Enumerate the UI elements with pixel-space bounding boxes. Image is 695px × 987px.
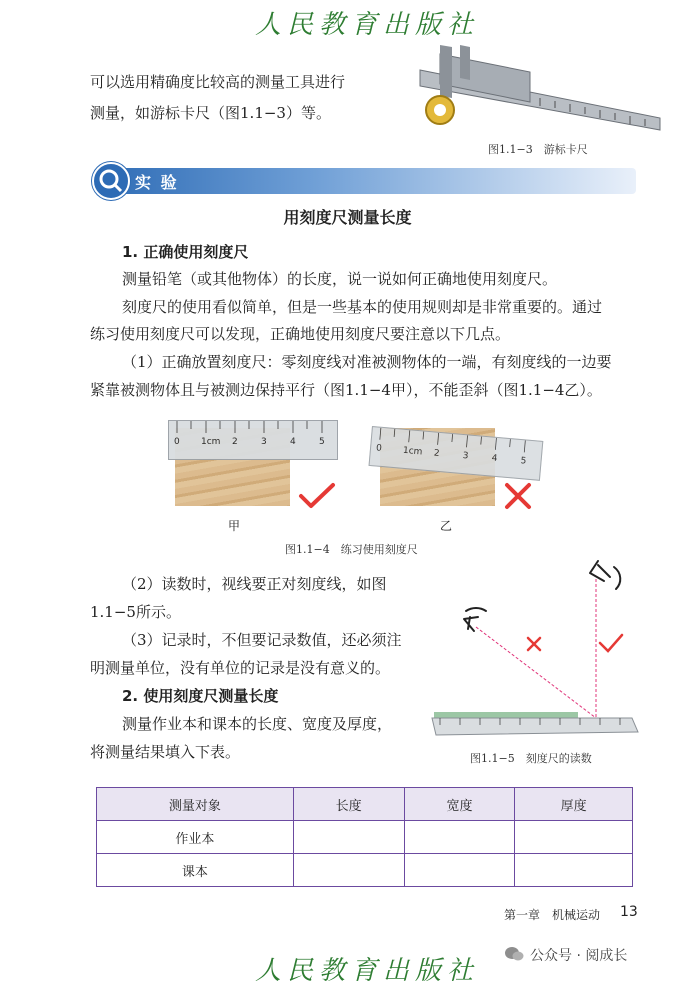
table-row bbox=[97, 854, 633, 887]
ruler-tick-4: 4 bbox=[491, 453, 498, 465]
check-icon bbox=[298, 482, 336, 510]
paragraph-2-line-2: 练习使用刻度尺可以发现，正确地使用刻度尺要注意以下几点。 bbox=[90, 325, 511, 343]
heading-measure-length: 2. 使用刻度尺测量长度 bbox=[122, 687, 279, 705]
ruler-tick-0: 0 bbox=[174, 437, 180, 447]
paragraph-4-line-2: 1.1−5所示。 bbox=[90, 603, 181, 621]
paragraph-6-line-1: 测量作业本和课本的长度、宽度及厚度， bbox=[122, 715, 393, 733]
table-cell-thickness[interactable] bbox=[515, 821, 633, 854]
table-row bbox=[97, 821, 633, 854]
watermark: 公众号 · 阅成长 bbox=[530, 948, 628, 964]
table-cell-width[interactable] bbox=[404, 854, 515, 887]
ruler-tick-5: 5 bbox=[319, 437, 325, 447]
ruler-tick-2: 2 bbox=[433, 448, 440, 459]
table-header-width: 宽度 bbox=[404, 788, 515, 821]
ruler-tick-0: 0 bbox=[375, 443, 383, 454]
ruler-tick-2: 2 bbox=[232, 437, 238, 447]
publisher-logo-top: 人民教育出版社 bbox=[255, 10, 480, 40]
wechat-icon bbox=[504, 946, 524, 962]
table-header-object: 测量对象 bbox=[97, 788, 294, 821]
paragraph-2-line-1: 刻度尺的使用看似简单，但是一些基本的使用规则却是非常重要的。通过 bbox=[122, 298, 603, 316]
paragraph-1: 测量铅笔（或其他物体）的长度，说一说如何正确地使用刻度尺。 bbox=[122, 270, 558, 288]
table-header-thickness: 厚度 bbox=[515, 788, 633, 821]
paragraph-6-line-2: 将测量结果填入下表。 bbox=[90, 743, 241, 761]
table-header-length: 长度 bbox=[293, 788, 404, 821]
vernier-caliper-image bbox=[410, 40, 665, 140]
heading-correct-use: 1. 正确使用刻度尺 bbox=[122, 243, 249, 261]
table-cell-object: 课本 bbox=[97, 854, 294, 887]
paragraph-3-line-2: 紧靠被测物体且与被测边保持平行（图1.1−4甲），不能歪斜（图1.1−4乙）。 bbox=[90, 381, 602, 399]
ruler-tick-3: 3 bbox=[261, 437, 267, 447]
table-cell-length[interactable] bbox=[293, 854, 404, 887]
intro-line-1: 可以选用精确度比较高的测量工具进行 bbox=[90, 73, 346, 91]
footer-chapter: 第一章 机械运动 bbox=[504, 908, 601, 922]
experiment-title: 用刻度尺测量长度 bbox=[283, 208, 412, 227]
label-jia: 甲 bbox=[228, 519, 241, 533]
ruler-tick-1: 1cm bbox=[402, 445, 423, 458]
paragraph-3-line-1: （1）正确放置刻度尺：零刻度线对准被测物体的一端，有刻度线的一边要 bbox=[122, 353, 612, 371]
ruler-tick-3: 3 bbox=[462, 451, 469, 462]
paragraph-4-line-1: （2）读数时，视线要正对刻度线，如图 bbox=[122, 575, 387, 593]
ruler-jia bbox=[168, 420, 338, 460]
ruler-tick-4: 4 bbox=[290, 437, 296, 447]
figure-1-1-4-caption: 图1.1−4 练习使用刻度尺 bbox=[285, 543, 418, 556]
table-cell-width[interactable] bbox=[404, 821, 515, 854]
table-cell-thickness[interactable] bbox=[515, 854, 633, 887]
ruler-tick-1: 1cm bbox=[201, 437, 221, 447]
paragraph-5-line-2: 明测量单位，没有单位的记录是没有意义的。 bbox=[90, 659, 391, 677]
intro-line-2: 测量，如游标卡尺（图1.1−3）等。 bbox=[90, 104, 331, 122]
page-number: 13 bbox=[620, 904, 638, 920]
section-badge: 实 验 bbox=[135, 173, 179, 192]
search-icon bbox=[92, 162, 130, 200]
paragraph-5-line-1: （3）记录时，不但要记录数值，还必须注 bbox=[122, 631, 402, 649]
reading-diagram bbox=[428, 555, 643, 745]
table-cell-length[interactable] bbox=[293, 821, 404, 854]
publisher-logo-bottom: 人民教育出版社 bbox=[255, 956, 480, 986]
label-yi: 乙 bbox=[440, 519, 453, 533]
table-cell-object: 作业本 bbox=[97, 821, 294, 854]
figure-1-1-3-caption: 图1.1−3 游标卡尺 bbox=[488, 143, 588, 156]
cross-icon bbox=[504, 482, 532, 510]
measurement-table bbox=[96, 787, 633, 887]
figure-1-1-5-caption: 图1.1−5 刻度尺的读数 bbox=[470, 752, 592, 765]
ruler-tick-5: 5 bbox=[520, 456, 527, 467]
table-header-row bbox=[97, 788, 633, 821]
